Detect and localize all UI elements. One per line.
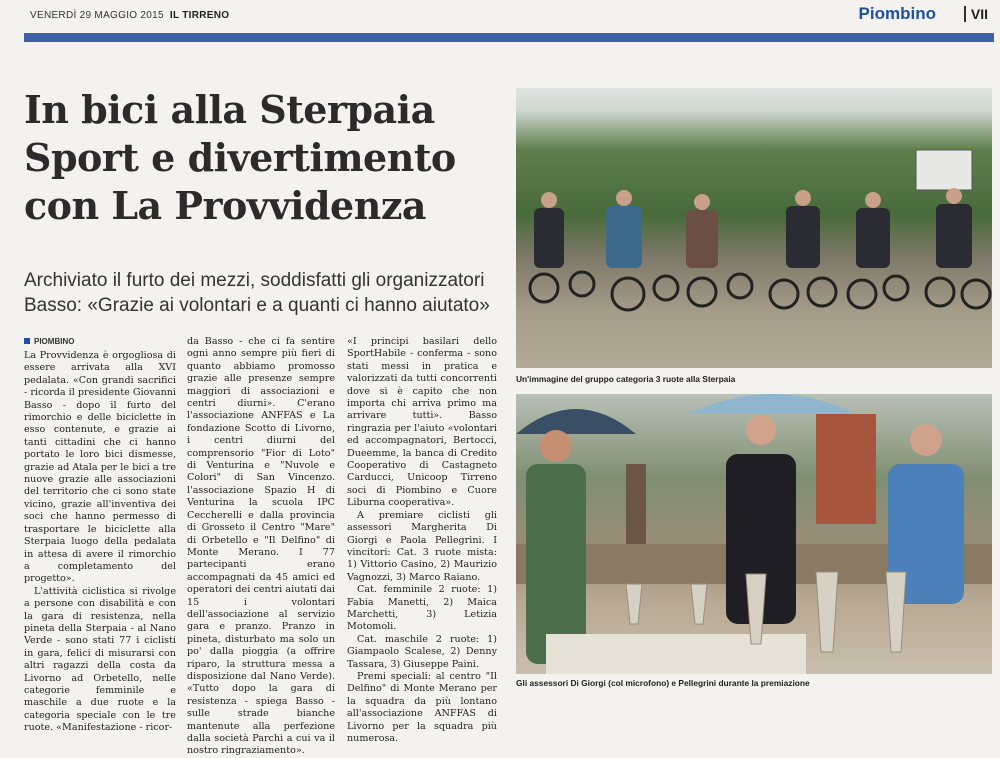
issue-date: VENERDÌ 29 MAGGIO 2015 IL TIRRENO	[30, 10, 230, 21]
dateline: PIOMBINO	[24, 337, 74, 346]
subhead-line: Basso: «Grazie ai volontari e a quanti ci hanno aiutato»	[24, 295, 490, 316]
paragraph: La Provvidenza è orgogliosa di essere arrivata alla XVI pedalata. «Con grandi sacrifici - ricorda il presidente Giovanni Basso - dopo il furto del rimorchio e delle biciclette in esso contenute, e grazie ai tanti cittadini che ci hanno portato le loro bici dismesse, grazie ad Atala per le bici a tre nuove grazie alle associazioni del territorio che ci sono state vicino, grazie all'inventiva dei soci che hanno permesso di trasportare le biciclette alla Sterpaia luogo della pedalata in attesa di avere il rimorchio a completamento del progetto».	[24, 350, 176, 585]
photo-caption: Un'immagine del gruppo categoria 3 ruote alla Sterpaia	[516, 374, 736, 384]
photo-award-ceremony	[516, 394, 992, 674]
newspaper-name: IL TIRRENO	[169, 10, 230, 21]
paragraph: L'attività ciclistica si rivolge a persone con disabilità e con la gara di resistenza, nella pineta della Sterpaia - al Nano Verde - sono stati 77 i ciclisti in gara, felici di misurarsi con altri ragazzi della costa da Livorno ad Orbetello, nelle categorie femminile e maschile a due ruote e la categoria speciale con le tre ruote. «Manifestazione - ricor-	[24, 585, 176, 734]
paragraph: A premiare ciclisti gli assessori Margherita Di Giorgi e Paola Pellegrini. I vincitori: Cat. 3 ruote mista: 1) Vittorio Casino, 2) Maurizio Vagnozzi, 3) Marco Raiano.	[347, 509, 497, 583]
paragraph: Cat. maschile 2 ruote: 1) Giampaolo Scalese, 2) Denny Tassara, 3) Giuseppe Paini.	[347, 633, 497, 670]
ceremony-illustration	[516, 394, 992, 674]
article-column-1	[24, 350, 176, 735]
header-rule	[24, 33, 994, 42]
paragraph: Cat. femminile 2 ruote: 1) Fabia Manetti, 2) Maica Marchetti, 3) Letizia Motomoli.	[347, 584, 497, 633]
headline-line: Sport e divertimento	[24, 135, 456, 180]
paragraph: «I principi basilari dello SportHabile - conferma - sono stati messi in pratica e valorizzati da tutti concorrenti dove si è capito che non importa chi arriva primo ma arrivare tutti». Basso ringrazia per l'aiuto «volontari ed accompagnatori, Bertocci, Dueemme, la banca di Credito Cooperativo di Castagneto Carducci, Unicoop Tirreno soci di Piombino e Cuore Liburna cooperativa».	[347, 336, 497, 509]
page-number: VII	[964, 6, 988, 22]
photo-caption: Gli assessori Di Giorgi (col microfono) e Pellegrini durante la premiazione	[516, 678, 810, 688]
article-headline	[24, 86, 504, 230]
photo-cyclists-group	[516, 88, 992, 368]
headline-line: In bici alla Sterpaia	[24, 87, 435, 132]
article-column-2	[187, 336, 335, 758]
page-header	[22, 6, 992, 28]
article-subhead	[24, 268, 514, 318]
section-title: Piombino	[858, 4, 936, 23]
article-column-3	[347, 336, 497, 745]
subhead-line: Archiviato il furto dei mezzi, soddisfatti gli organizzatori	[24, 270, 485, 291]
cyclists-illustration	[516, 88, 992, 368]
paragraph: da Basso - che ci fa sentire ogni anno sempre più fieri di quanto abbiamo promosso grazie alle presenze sempre maggiori di associazioni e centri diurni». C'erano l'associazione ANFFAS e La fondazione Scotto di Livorno, i centri diurni del comprensorio "Fior di Loto" di Venturina e "Nuvole e Colori" di San Vincenzo. l'associazione Spazio H di Venturina la scuola IPC Ceccherelli e dalla provincia di Grosseto il Centro "Mare" di Orbetello e "Il Delfino" di Monte Merano. I 77 partecipanti erano accompagnati da 45 amici ed operatori dei centri aiutati dai 15 i volontari dell'associazione al servizio gara e pranzo. Pranzo in pineta, disturbato ma solo un po' dalla pioggia (a offrire riparo, la struttura messa a disposizione dal Nano Verde). «Tutto dopo la gara di resistenza - spiega Basso - sulle strade bianche mantenute alla perfezione dalla società Parchi a cui va il nostro ringraziamento».	[187, 336, 335, 757]
paragraph: Premi speciali: al centro "Il Delfino" di Monte Merano per la squadra da più lontano all'associazione ANFFAS di Livorno per la squadra più numerosa.	[347, 670, 497, 744]
headline-line: con La Provvidenza	[24, 183, 427, 228]
